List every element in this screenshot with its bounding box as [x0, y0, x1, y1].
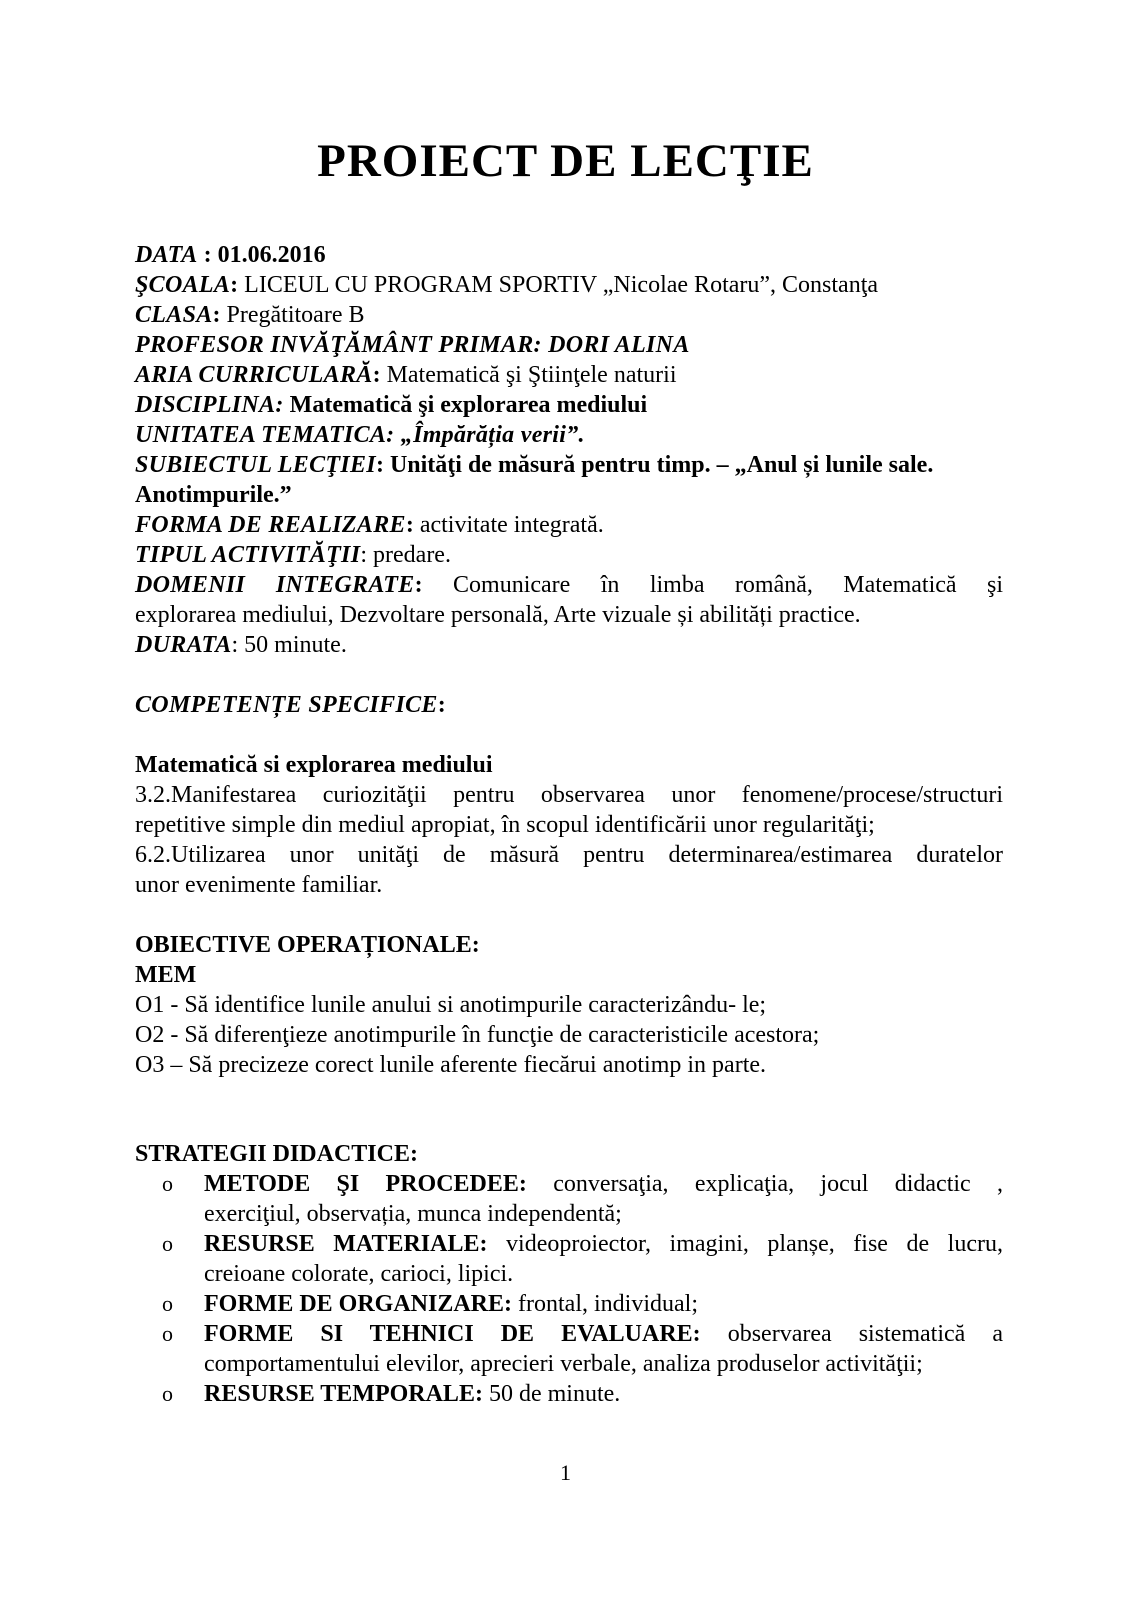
bullet-circle-icon: o [162, 1291, 173, 1316]
meta-durata-value: 50 minute. [244, 632, 347, 658]
meta-data-label: DATA [135, 242, 198, 268]
meta-clasa-row: CLASA: Pregătitoare B [135, 302, 365, 328]
meta-domenii-row: DOMENII INTEGRATE: Comunicare în limba română, Matematică şi [135, 572, 1003, 598]
meta-subiect-label: SUBIECTUL LECŢIEI [135, 452, 376, 478]
list-item [162, 1229, 1003, 1289]
meta-aria-row: ARIA CURRICULARĂ: Matematică şi Ştiinţele naturii [135, 362, 677, 388]
competente-item-1-line-1: 3.2.Manifestarea curiozităţii pentru observarea unor fenomene/procese/structuri [135, 782, 1003, 808]
competente-section [135, 750, 1003, 900]
strategii-list [162, 1169, 1003, 1409]
strategie-label: RESURSE TEMPORALE: [204, 1381, 483, 1407]
competente-heading: COMPETENȚE SPECIFICE [135, 692, 438, 718]
meta-clasa-label: CLASA [135, 302, 213, 328]
meta-durata-label: DURATA [135, 632, 232, 658]
meta-aria-value: Matematică şi Ştiinţele naturii [386, 362, 677, 388]
competente-subheading: Matematică si explorarea mediului [135, 752, 493, 778]
strategie-label: FORME DE ORGANIZARE: [204, 1291, 513, 1317]
strategie-label: RESURSE MATERIALE: [204, 1231, 488, 1257]
bullet-circle-icon: o [162, 1231, 173, 1256]
competente-heading-row: COMPETENȚE SPECIFICE: [135, 692, 446, 718]
obiectiv-o2: O2 - Să diferenţieze anotimpurile în funcţie de caracteristicile acestora; [135, 1022, 820, 1048]
obiective-subheading: MEM [135, 962, 197, 988]
page-number: 1 [560, 1460, 571, 1485]
meta-tipul-value: predare. [373, 542, 451, 568]
competente-item-2-line-1: 6.2.Utilizarea unor unităţi de măsură pentru determinarea/estimarea duratelor [135, 842, 1003, 868]
obiectiv-o1: O1 - Să identifice lunile anului si anotimpurile caracterizându- le; [135, 992, 767, 1018]
meta-profesor: PROFESOR INVĂŢĂMÂNT PRIMAR: DORI ALINA [135, 332, 690, 358]
meta-scoala-value: LICEUL CU PROGRAM SPORTIV „Nicolae Rotaru”, Constanţa [244, 272, 879, 298]
meta-disciplina-label: DISCIPLINA: [135, 392, 284, 418]
list-item [162, 1319, 1003, 1379]
meta-unitatea: UNITATEA TEMATICA: „Împărăția verii”. [135, 422, 585, 448]
meta-subiect-value-2: Anotimpurile.” [135, 482, 292, 508]
strategie-label: METODE ŞI PROCEDEE: [204, 1171, 527, 1197]
strategii-heading: STRATEGII DIDACTICE: [135, 1141, 418, 1167]
strategii-heading-row [135, 1139, 1003, 1169]
meta-forma-value: activitate integrată. [419, 512, 604, 538]
strategie-text-cont: comportamentului elevilor, aprecieri verbale, analiza produselor activităţii; [204, 1351, 923, 1377]
bullet-circle-icon: o [162, 1321, 173, 1346]
meta-disciplina-value: Matematică şi explorarea mediului [289, 392, 648, 418]
strategie-text: conversaţia, explicaţia, jocul didactic , [553, 1171, 1004, 1197]
meta-data-value: 01.06.2016 [217, 242, 326, 268]
strategie-text: videoproiector, imagini, planșe, fise de lucru, [506, 1231, 1003, 1257]
meta-durata-row: DURATA: 50 minute. [135, 632, 347, 658]
strategie-text: 50 de minute. [488, 1381, 621, 1407]
competente-item-2-line-2: unor evenimente familiar. [135, 872, 383, 898]
strategie-text-cont: creioane colorate, carioci, lipici. [204, 1261, 514, 1287]
meta-disciplina-row [135, 390, 1003, 420]
bullet-circle-icon: o [162, 1171, 173, 1196]
strategie-text-cont: exerciţiul, observația, munca independentă; [204, 1201, 622, 1227]
strategie-text: observarea sistematică a [727, 1321, 1004, 1347]
list-item [162, 1169, 1003, 1229]
strategie-label: FORME SI TEHNICI DE EVALUARE: [204, 1321, 701, 1347]
meta-domenii-label: DOMENII INTEGRATE [135, 572, 415, 598]
list-item [162, 1289, 1003, 1319]
meta-tipul-label: TIPUL ACTIVITĂŢII [135, 542, 361, 568]
lesson-metadata [135, 240, 1003, 660]
meta-domenii-value-2: explorarea mediului, Dezvoltare personală, Arte vizuale și abilități practice. [135, 602, 861, 628]
meta-forma-label: FORMA DE REALIZARE [135, 512, 406, 538]
obiective-section [135, 930, 1003, 1080]
meta-data-row: DATA : 01.06.2016 [135, 242, 326, 268]
bullet-circle-icon: o [162, 1381, 173, 1406]
list-item [162, 1379, 1003, 1409]
meta-scoala-row: ŞCOALA: LICEUL CU PROGRAM SPORTIV „Nicolae Rotaru”, Constanţa [135, 272, 879, 298]
meta-aria-label: ARIA CURRICULARĂ [135, 362, 373, 388]
meta-subiect-row: SUBIECTUL LECŢIEI: Unităţi de măsură pentru timp. – „Anul și lunile sale. [135, 452, 934, 478]
page-title: PROIECT DE LECŢIE [317, 135, 814, 187]
meta-clasa-value: Pregătitoare B [226, 302, 365, 328]
obiectiv-o3: O3 – Să precizeze corect lunile aferente fiecărui anotimp in parte. [135, 1052, 767, 1078]
meta-tipul-row: TIPUL ACTIVITĂŢII: predare. [135, 542, 451, 568]
meta-scoala-label: ŞCOALA [135, 272, 231, 298]
meta-forma-row: FORMA DE REALIZARE: activitate integrată. [135, 512, 604, 538]
meta-subiect-value-1: Unităţi de măsură pentru timp. – „Anul și lunile sale. [389, 452, 934, 478]
strategie-text: frontal, individual; [518, 1291, 698, 1317]
competente-item-1-line-2: repetitive simple din mediul apropiat, în scopul identificării unor regularităţi; [135, 812, 875, 838]
meta-domenii-value-1: Comunicare în limba română, Matematică şi [453, 572, 1003, 598]
obiective-heading: OBIECTIVE OPERAȚIONALE: [135, 932, 480, 958]
